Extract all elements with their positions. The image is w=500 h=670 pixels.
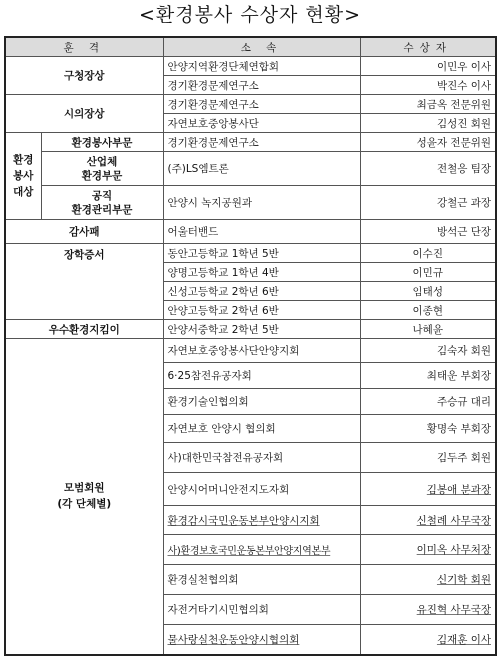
affiliation-cell: 어울터밴드 — [163, 220, 360, 244]
recipient-cell — [360, 565, 496, 595]
affiliation-cell: 경기환경문제연구소 — [163, 76, 360, 95]
affiliation-cell: 안양시어머니안전지도자회 — [163, 473, 360, 506]
recipient-cell: 이민규 — [360, 263, 496, 282]
table-row — [5, 244, 496, 263]
affiliation-cell: 자연보호중앙봉사단 — [163, 114, 360, 133]
affiliation-cell — [163, 506, 360, 535]
category-gu-mayor: 구청장상 — [5, 57, 163, 95]
recipient-name: 김재훈 이사 — [436, 633, 491, 646]
category-excellent-keeper: 우수환경지킴이 — [5, 320, 163, 339]
affiliation-cell: 양명고등학교 1학년 4반 — [163, 263, 360, 282]
affiliation-cell: (주)LS엠트론 — [163, 152, 360, 186]
affiliation-cell: 환경실천협의회 — [163, 565, 360, 595]
recipient-name: 유진혁 사무국장 — [416, 604, 491, 616]
subcategory-industry — [41, 152, 163, 186]
header-affiliation: 소 속 — [163, 37, 360, 57]
recipient-name: 김봉애 분과장 — [426, 483, 491, 496]
category-appreciation: 감사패 — [5, 220, 163, 244]
affiliation-name: 물사랑실천운동안양시협의회 — [167, 633, 300, 646]
table-row — [5, 95, 496, 114]
header-recipient: 수상자 — [360, 37, 496, 57]
affiliation-cell: 자전거타기시민협의회 — [163, 595, 360, 625]
recipient-cell: 최금옥 전문위원 — [360, 95, 496, 114]
awards-table — [4, 36, 497, 656]
affiliation-cell: 사)대한민국참전유공자회 — [163, 443, 360, 473]
recipient-cell — [360, 625, 496, 655]
recipient-cell: 성윤자 전문위원 — [360, 133, 496, 152]
affiliation-cell — [163, 535, 360, 565]
recipient-cell: 황명숙 부회장 — [360, 415, 496, 443]
page-title: <환경봉사 수상자 현황> — [138, 4, 362, 26]
recipient-name: 신기학 회원 — [436, 574, 491, 586]
affiliation-name: 사)환경보호국민운동본부안양지역본부 — [167, 546, 331, 557]
table-row — [5, 186, 496, 220]
subcategory-line: 환경부문 — [81, 169, 123, 182]
recipient-cell — [360, 595, 496, 625]
recipient-name: 신철례 사무국장 — [416, 514, 491, 527]
recipient-cell: 이민우 이사 — [360, 57, 496, 76]
recipient-cell: 주승규 대리 — [360, 389, 496, 415]
table-row — [5, 152, 496, 186]
recipient-cell: 방석근 단장 — [360, 220, 496, 244]
category-env-target-line: 환경 — [13, 154, 34, 166]
recipient-cell: 김두주 회원 — [360, 443, 496, 473]
category-env-target-line: 대상 — [13, 186, 34, 198]
table-header-row — [5, 37, 496, 57]
affiliation-cell: 자연보호중앙봉사단안양지회 — [163, 339, 360, 363]
subcategory-line: 환경관리부문 — [71, 203, 133, 216]
recipient-cell — [360, 535, 496, 565]
recipient-cell: 전철응 팀장 — [360, 152, 496, 186]
header-award: 훈 격 — [5, 37, 163, 57]
table-row — [5, 220, 496, 244]
category-scholarship: 장학증서 — [5, 244, 163, 320]
recipient-cell: 나혜윤 — [360, 320, 496, 339]
recipient-cell — [360, 506, 496, 535]
affiliation-cell: 신성고등학교 2학년 6반 — [163, 282, 360, 301]
category-env-target — [5, 133, 41, 220]
recipient-cell: 임태성 — [360, 282, 496, 301]
recipient-cell: 이수진 — [360, 244, 496, 263]
recipient-cell: 김숙자 회원 — [360, 339, 496, 363]
affiliation-cell — [163, 625, 360, 655]
affiliation-cell: 자연보호 안양시 협의회 — [163, 415, 360, 443]
recipient-name: 이미옥 사무처장 — [416, 544, 491, 556]
recipient-cell: 이종현 — [360, 301, 496, 320]
subcategory-env-service: 환경봉사부문 — [41, 133, 163, 152]
table-row — [5, 320, 496, 339]
recipient-cell: 최태운 부회장 — [360, 363, 496, 389]
category-city-mayor: 시의장상 — [5, 95, 163, 133]
recipient-cell: 박진수 이사 — [360, 76, 496, 95]
category-model-members-line: 모범회원 — [63, 482, 105, 495]
category-env-target-line: 봉사 — [13, 170, 34, 182]
subcategory-line: 공직 — [91, 189, 113, 202]
affiliation-cell: 경기환경문제연구소 — [163, 133, 360, 152]
recipient-cell — [360, 473, 496, 506]
table-row — [5, 339, 496, 363]
affiliation-cell: 안양서중학교 2학년 5반 — [163, 320, 360, 339]
affiliation-cell: 안양시 녹지공원과 — [163, 186, 360, 220]
affiliation-name: 환경감시국민운동본부안양시지회 — [167, 514, 320, 527]
recipient-cell: 김성진 회원 — [360, 114, 496, 133]
affiliation-cell: 6·25참전유공자회 — [163, 363, 360, 389]
table-row — [5, 57, 496, 76]
recipient-cell: 강철근 과장 — [360, 186, 496, 220]
subcategory-line: 산업체 — [86, 155, 118, 168]
affiliation-cell: 환경기술인협의회 — [163, 389, 360, 415]
affiliation-cell: 안양지역환경단체연합회 — [163, 57, 360, 76]
affiliation-cell: 경기환경문제연구소 — [163, 95, 360, 114]
subcategory-public — [41, 186, 163, 220]
affiliation-cell: 동안고등학교 1학년 5반 — [163, 244, 360, 263]
table-row — [5, 133, 496, 152]
category-model-members — [5, 339, 163, 655]
category-model-members-line: (각 단체별) — [57, 498, 112, 511]
affiliation-cell: 안양고등학교 2학년 6반 — [163, 301, 360, 320]
